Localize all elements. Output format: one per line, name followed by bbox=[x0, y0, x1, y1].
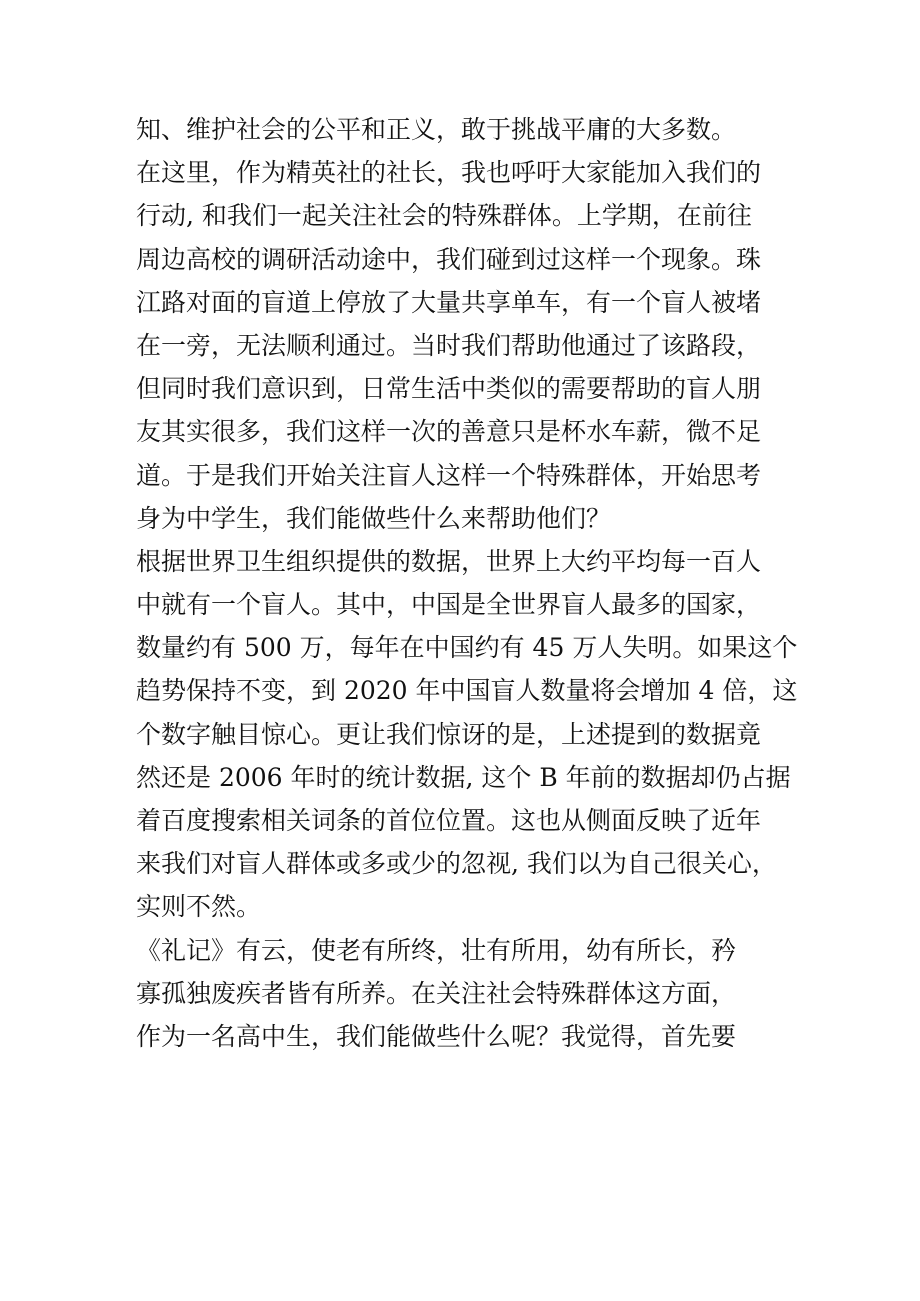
text-line: 身为中学生，我们能做些什么来帮助他们？ bbox=[136, 503, 612, 533]
text-line: 友其实很多，我们这样一次的善意只是杯水车薪，微不足 bbox=[136, 417, 762, 447]
text-line: 道。于是我们开始关注盲人这样一个特殊群体，开始思考 bbox=[136, 460, 762, 490]
text-line: 《礼记》有云，使老有所终，壮有所用，幼有所长，矜 bbox=[136, 935, 737, 965]
text-line: 周边高校的调研活动途中，我们碰到过这样一个现象。珠 bbox=[136, 244, 762, 274]
text-line: 江路对面的盲道上停放了大量共享单车，有一个盲人被堵 bbox=[136, 287, 762, 317]
text-line: 趋势保持不变，到 2020 年中国盲人数量将会增加 4 倍，这 bbox=[136, 676, 798, 706]
text-line: 根据世界卫生组织提供的数据，世界上大约平均每一百人 bbox=[136, 546, 762, 576]
text-line: 来我们对盲人群体或多或少的忽视, 我们以为自己很关心， bbox=[136, 849, 777, 879]
text-line: 然还是 2006 年时的统计数据, 这个 B 年前的数据却仍占据 bbox=[136, 762, 791, 792]
text-line: 行动, 和我们一起关注社会的特殊群体。上学期，在前往 bbox=[136, 201, 752, 231]
text-line: 寡孤独废疾者皆有所养。在关注社会特殊群体这方面， bbox=[136, 978, 737, 1008]
document-body-text bbox=[136, 108, 816, 1058]
text-line: 实则不然。 bbox=[136, 892, 262, 922]
text-line: 但同时我们意识到，日常生活中类似的需要帮助的盲人朋 bbox=[136, 374, 762, 404]
text-line: 中就有一个盲人。其中，中国是全世界盲人最多的国家， bbox=[136, 590, 762, 620]
text-line: 作为一名高中生，我们能做些什么呢？我觉得，首先要 bbox=[136, 1021, 737, 1051]
text-line: 数量约有 500 万，每年在中国约有 45 万人失明。如果这个 bbox=[136, 633, 798, 663]
text-line: 在这里，作为精英社的社长，我也呼吁大家能加入我们的 bbox=[136, 158, 762, 188]
text-line: 知、维护社会的公平和正义，敢于挑战平庸的大多数。 bbox=[136, 115, 737, 144]
text-line: 个数字触目惊心。更让我们惊讶的是，上述提到的数据竟 bbox=[136, 719, 762, 749]
text-line: 着百度搜索相关词条的首位位置。这也从侧面反映了近年 bbox=[136, 806, 762, 835]
text-line: 在一旁，无法顺利通过。当时我们帮助他通过了该路段， bbox=[136, 330, 762, 360]
